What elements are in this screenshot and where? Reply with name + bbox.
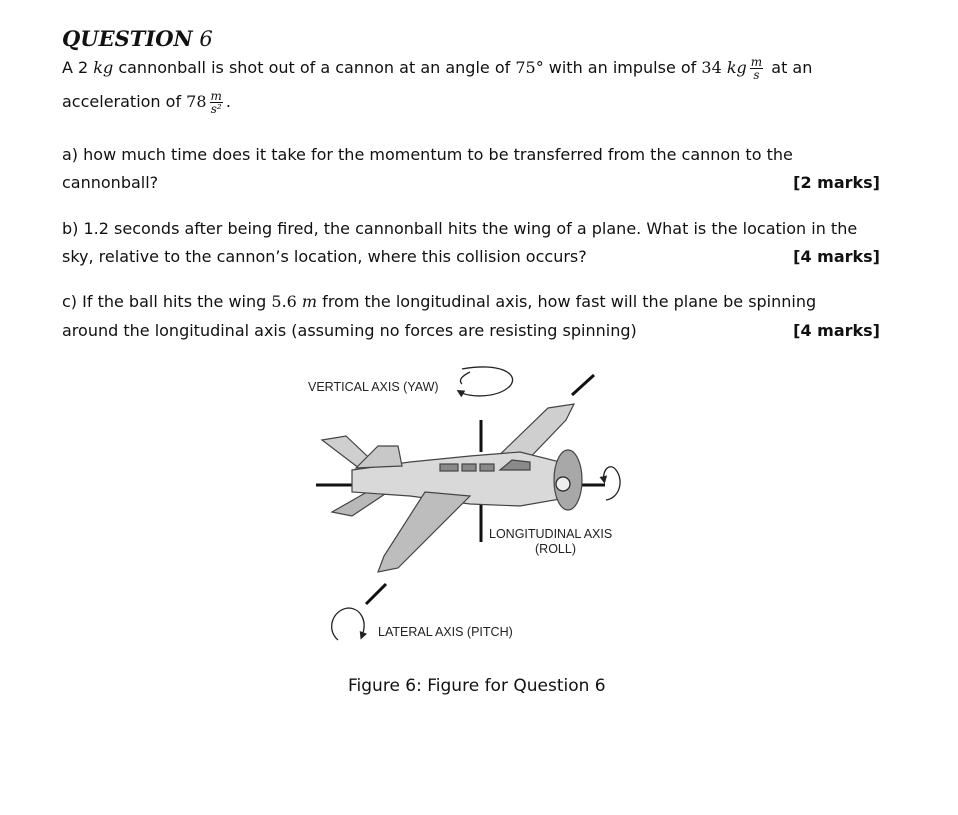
acceleration-unit-fraction: $\frac{m}{\text{s²}}$ xyxy=(210,89,222,116)
part-c-line-2: around the longitudinal axis (assuming no forces are resisting spinning) xyxy=(62,321,637,340)
intro-line-1: A 2 kg cannonball is shot out of a cannon at an angle of 75° with an impulse of 34 kg $\frac{m}{s}$ at an xyxy=(62,55,813,82)
pitch-rotation-arrow-icon xyxy=(332,608,364,640)
part-b-marks: [4 marks] xyxy=(793,247,880,266)
part-c-marks: [4 marks] xyxy=(793,321,880,340)
yaw-rotation-arrow-icon xyxy=(460,367,513,396)
part-c-line-1: c) If the ball hits the wing 5.6 m from the longitudinal axis, how fast will the plane be spinning xyxy=(62,292,817,311)
lateral-axis-line xyxy=(572,375,594,395)
part-a-line-2: cannonball? xyxy=(62,173,159,192)
part-b-line-1: b) 1.2 seconds after being fired, the cannonball hits the wing of a plane. What is the location in the xyxy=(62,219,858,238)
lateral-axis-label: LATERAL AXIS (PITCH) xyxy=(378,625,513,639)
longitudinal-axis-label: LONGITUDINAL AXIS xyxy=(489,527,613,541)
part-b-line-2: sky, relative to the cannon’s location, where this collision occurs? xyxy=(62,247,587,266)
velocity-unit-fraction: $\frac{m}{s}$ xyxy=(750,55,763,82)
part-a-line-1: a) how much time does it take for the momentum to be transferred from the cannon to the xyxy=(62,145,793,164)
figure-caption: Figure 6: Figure for Question 6 xyxy=(348,676,606,696)
roll-rotation-arrow-icon xyxy=(604,467,620,500)
intro-line-2: acceleration of 78 $\frac{m}{\text{s²}}$ . xyxy=(62,89,231,116)
vertical-axis-label: VERTICAL AXIS (YAW) xyxy=(308,380,439,394)
part-a-marks: [2 marks] xyxy=(793,173,880,192)
roll-label: (ROLL) xyxy=(535,542,576,556)
question-title: QUESTION 6 xyxy=(62,26,213,51)
